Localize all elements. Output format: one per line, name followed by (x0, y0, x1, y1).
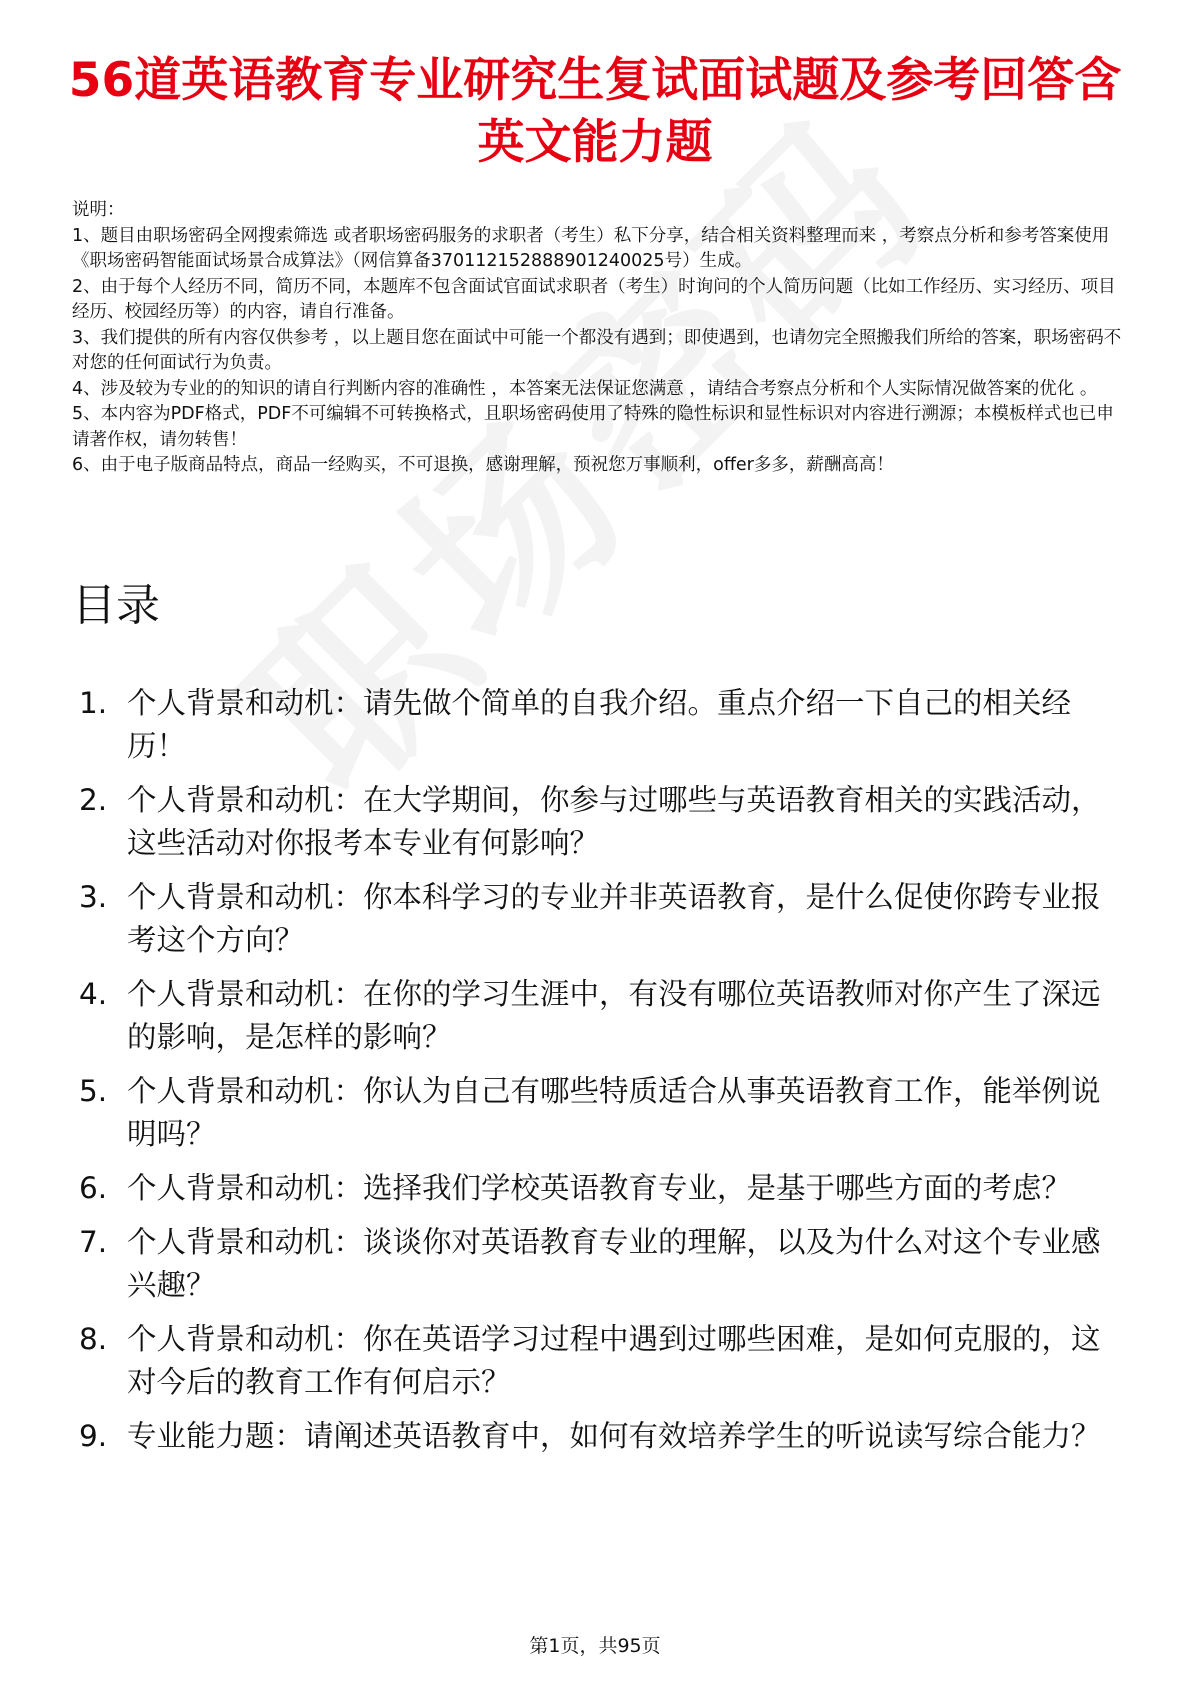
notes-heading: 说明： (72, 200, 125, 220)
toc-item-number: 9. (79, 1419, 108, 1453)
note-item: 2、由于每个人经历不同，简历不同，本题库不包含面试官面试求职者（考生）时询问的个人简历问题（比如工作经历、实习经历、项目经历、校园经历等）的内容，请自行准备。 (72, 276, 1116, 322)
toc-item[interactable] (72, 1221, 1122, 1307)
toc-item-number: 1. (79, 686, 108, 720)
toc-item[interactable] (72, 1415, 1122, 1458)
toc-item[interactable] (72, 1167, 1122, 1210)
toc-item-number: 8. (79, 1322, 108, 1356)
note-item: 4、涉及较为专业的的知识的请自行判断内容的准确性 ，本答案无法保证您满意 ，请结合考察点分析和个人实际情况做答案的优化 。 (72, 378, 1098, 399)
toc-item[interactable] (72, 682, 1122, 768)
toc-item[interactable] (72, 1318, 1122, 1404)
toc-list (72, 682, 1122, 1469)
toc-item-text: 个人背景和动机：你认为自己有哪些特质适合从事英语教育工作，能举例说明吗？ (127, 1074, 1101, 1151)
note-item: 5、本内容为PDF格式，PDF不可编辑不可转换格式，且职场密码使用了特殊的隐性标识和显性标识对内容进行溯源；本模板样式也已申请著作权，请勿转售！ (72, 404, 1114, 450)
document-title: 56道英语教育专业研究生复试面试题及参考回答含英文能力题 (68, 53, 1122, 170)
toc-item[interactable] (72, 1070, 1122, 1156)
toc-item[interactable] (72, 779, 1122, 865)
toc-item-text: 个人背景和动机：在你的学习生涯中，有没有哪位英语教师对你产生了深远的影响，是怎样的影响？ (127, 977, 1101, 1054)
note-item: 3、我们提供的所有内容仅供参考 ，以上题目您在面试中可能一个都没有遇到；即使遇到，也请勿完全照搬我们所给的答案，职场密码不对您的任何面试行为负责。 (72, 327, 1122, 373)
note-item: 1、题目由职场密码全网搜索筛选 或者职场密码服务的求职者（考生）私下分享，结合相关资料整理而来 ，考察点分析和参考答案使用《职场密码智能面试场景合成算法》（网信算备370112152888901240025号）生成。 (72, 225, 1110, 271)
notes-section (72, 198, 1122, 479)
toc-item-text: 个人背景和动机：在大学期间，你参与过哪些与英语教育相关的实践活动，这些活动对你报考本专业有何影响？ (127, 783, 1101, 860)
toc-item-number: 5. (79, 1074, 108, 1108)
toc-item-text: 个人背景和动机：请先做个简单的自我介绍。重点介绍一下自己的相关经历！ (127, 686, 1072, 763)
toc-item-text: 个人背景和动机：选择我们学校英语教育专业，是基于哪些方面的考虑？ (127, 1171, 1072, 1205)
toc-item-text: 个人背景和动机：你在英语学习过程中遇到过哪些困难，是如何克服的，这对今后的教育工作有何启示？ (127, 1322, 1101, 1399)
toc-item-number: 6. (79, 1171, 108, 1205)
toc-heading: 目录 (72, 580, 160, 631)
toc-item-number: 4. (79, 977, 108, 1011)
page-footer: 第1页，共95页 (529, 1635, 661, 1657)
toc-item-number: 7. (79, 1225, 108, 1259)
toc-item-text: 个人背景和动机：你本科学习的专业并非英语教育，是什么促使你跨专业报考这个方向？ (127, 880, 1101, 957)
toc-item-text: 个人背景和动机：谈谈你对英语教育专业的理解，以及为什么对这个专业感兴趣？ (127, 1225, 1101, 1302)
toc-item-number: 2. (79, 783, 108, 817)
toc-item-number: 3. (79, 880, 108, 914)
toc-item[interactable] (72, 973, 1122, 1059)
toc-item-text: 专业能力题：请阐述英语教育中，如何有效培养学生的听说读写综合能力？ (127, 1419, 1101, 1453)
toc-item[interactable] (72, 876, 1122, 962)
note-item: 6、由于电子版商品特点，商品一经购买，不可退换，感谢理解，预祝您万事顺利，offer多多，薪酬高高！ (72, 455, 894, 475)
